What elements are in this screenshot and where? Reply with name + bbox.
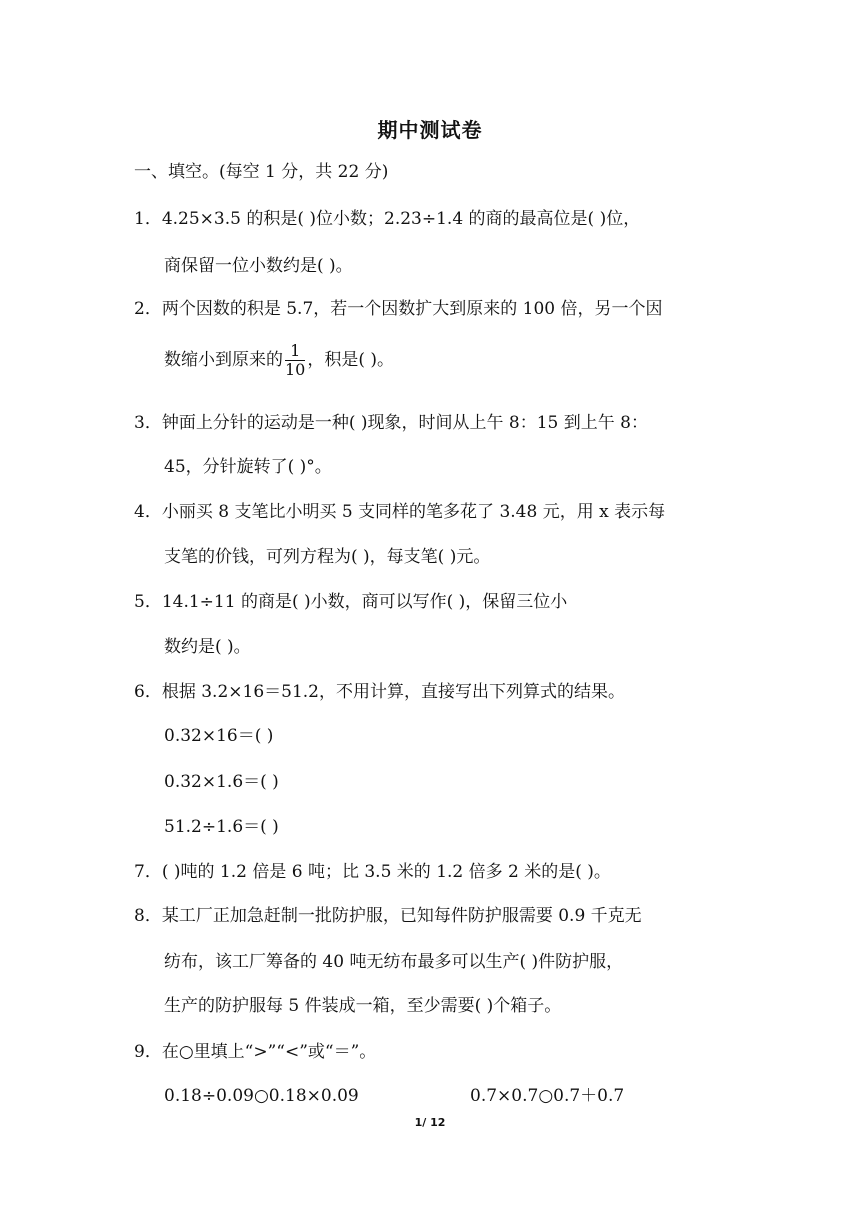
question-7-line-1: 7．( )吨的 1.2 倍是 6 吨；比 3.5 米的 1.2 倍多 2 米的是( )。	[134, 862, 611, 882]
page-number: 1/ 12	[414, 1116, 446, 1129]
fraction-one-tenth	[285, 342, 305, 379]
question-4-line-2: 支笔的价钱，可列方程为( )，每支笔( )元。	[164, 547, 491, 567]
question-2-line-1: 2．两个因数的积是 5.7，若一个因数扩大到原来的 100 倍，另一个因	[134, 299, 663, 319]
question-6-line-1: 6．根据 3.2×16＝51.2，不用计算，直接写出下列算式的结果。	[134, 682, 625, 702]
question-6-item: 0.32×1.6＝( )	[164, 772, 279, 792]
fraction-denominator: 10	[285, 360, 306, 379]
question-4-line-1: 4．小丽买 8 支笔比小明买 5 支同样的笔多花了 3.48 元，用 x 表示每	[134, 502, 666, 522]
question-3-line-2: 45，分针旋转了( )°。	[164, 457, 332, 477]
question-8-line-3: 生产的防护服每 5 件装成一箱，至少需要( )个箱子。	[164, 996, 562, 1016]
question-3-line-1: 3．钟面上分针的运动是一种( )现象，时间从上午 8：15 到上午 8：	[134, 413, 648, 433]
fraction-numerator: 1	[285, 342, 305, 361]
question-1-line-1: 1．4.25×3.5 的积是( )位小数；2.23÷1.4 的商的最高位是( )位，	[134, 209, 641, 229]
question-5-line-1: 5．14.1÷11 的商是( )小数，商可以写作( )，保留三位小	[134, 592, 568, 612]
question-8-line-2: 纺布，该工厂筹备的 40 吨无纺布最多可以生产( )件防护服，	[164, 952, 624, 972]
question-2-line-2	[164, 342, 394, 379]
question-2-text-pre: 数缩小到原来的	[164, 350, 283, 370]
question-6-item: 51.2÷1.6＝( )	[164, 817, 279, 837]
question-9-item-right: 0.7×0.7○0.7＋0.7	[470, 1086, 625, 1106]
question-9-item-left: 0.18÷0.09○0.18×0.09	[164, 1086, 359, 1106]
question-8-line-1: 8．某工厂正加急赶制一批防护服，已知每件防护服需要 0.9 千克无	[134, 906, 642, 926]
question-9-line-1: 9．在○里填上“>”“<”或“＝”。	[134, 1042, 377, 1062]
page-title: 期中测试卷	[377, 118, 483, 142]
question-1-line-2: 商保留一位小数约是( )。	[164, 256, 353, 276]
question-6-item: 0.32×16＝( )	[164, 726, 274, 746]
question-2-text-post: ，积是( )。	[307, 350, 395, 370]
section-heading: 一、填空。(每空 1 分，共 22 分)	[134, 162, 389, 182]
question-5-line-2: 数约是( )。	[164, 637, 251, 657]
